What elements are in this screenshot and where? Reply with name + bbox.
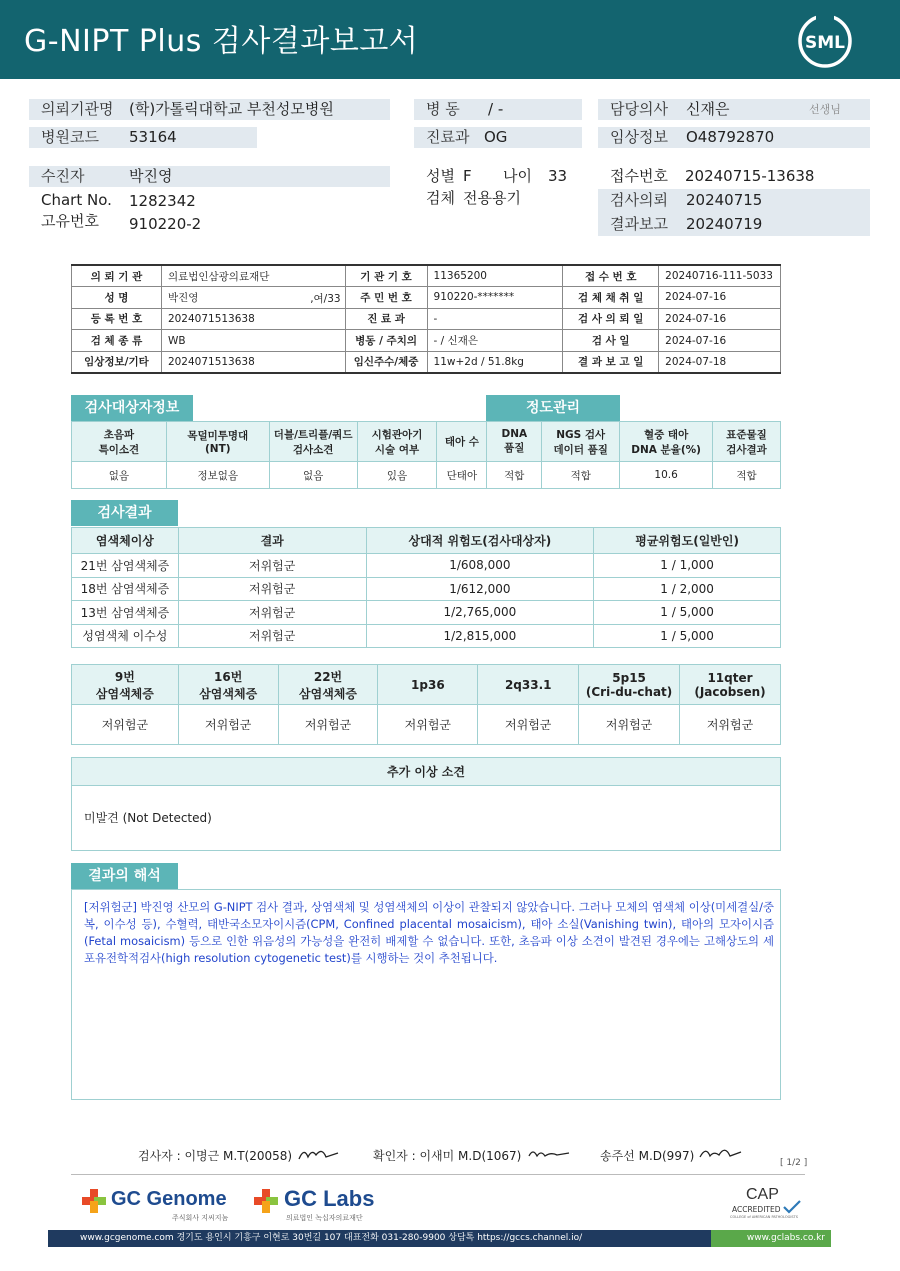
subject-value: 있음 <box>357 462 437 489</box>
info-key: 주 민 번 호 <box>345 287 427 309</box>
results-cell: 저위험군 <box>178 577 366 601</box>
info-value: 2024-07-18 <box>659 351 781 373</box>
gc-labs-cross-icon <box>252 1187 280 1215</box>
subject-value: 적합 <box>713 462 781 489</box>
subject-header: NGS 검사 데이터 품질 <box>542 422 620 462</box>
extra-header: 5p15 (Cri-du-chat) <box>579 665 680 705</box>
specimen-label: 검체 <box>426 189 455 207</box>
info-value: 910220-******* <box>427 287 563 309</box>
info-key: 기 관 기 호 <box>345 265 427 287</box>
quality-control-tab: 정도관리 <box>486 395 620 421</box>
info-key: 검 체 종 류 <box>72 330 162 352</box>
info-key: 의 뢰 기 관 <box>72 265 162 287</box>
doctor-signature: 송주선 M.D(997) <box>600 1149 695 1163</box>
results-cell: 저위험군 <box>178 601 366 625</box>
subject-value: 정보없음 <box>166 462 269 489</box>
subject-value: 단태아 <box>437 462 487 489</box>
results-cell: 21번 삼염색체증 <box>72 554 179 578</box>
checkmark-icon <box>782 1200 802 1214</box>
extra-value: 저위험군 <box>178 705 278 745</box>
subject-value: 적합 <box>487 462 542 489</box>
subject-value: 없음 <box>72 462 167 489</box>
footer-contact-text: www.gcgenome.com 경기도 용인시 기흥구 이현로 30번길 107 대표전화 031-280-9900 상담톡 https://gccs.channel.io/ <box>80 1233 583 1243</box>
info-value: 2024-07-16 <box>659 308 781 330</box>
table-row <box>72 601 781 625</box>
info-key: 임신주수/체중 <box>345 351 427 373</box>
receipt-label: 접수번호 <box>610 167 668 185</box>
info-sex-age: ,여/33 <box>310 293 341 306</box>
gc-genome-subtitle: 주식회사 지씨지놈 <box>172 1214 229 1222</box>
clinical-info-field: 임상정보 O48792870 <box>598 127 870 148</box>
confirmer-sign-mark <box>527 1146 571 1162</box>
subject-info-table <box>71 421 781 489</box>
info-value: 11365200 <box>427 265 563 287</box>
doctor-field: 담당의사 신재은 선생님 <box>598 99 870 120</box>
info-key: 결 과 보 고 일 <box>563 351 659 373</box>
page-number: [ 1/2 ] <box>780 1158 808 1168</box>
info-key: 접 수 번 호 <box>563 265 659 287</box>
results-table <box>71 527 781 648</box>
results-cell: 1 / 1,000 <box>594 554 781 578</box>
info-key: 검 사 의 뢰 일 <box>563 308 659 330</box>
dept-field: 진료과 OG <box>414 127 582 148</box>
info-key: 임상정보/기타 <box>72 351 162 373</box>
info-key: 검 사 일 <box>563 330 659 352</box>
subject-header: 목덜미투명대 (NT) <box>166 422 269 462</box>
info-value: 의료법인삼광의료재단 <box>161 265 345 287</box>
results-header: 결과 <box>178 528 366 554</box>
info-key: 진 료 과 <box>345 308 427 330</box>
uid-value: 910220-2 <box>129 215 202 233</box>
age-label: 나이 <box>503 167 532 185</box>
uid-label: 고유번호 <box>41 212 99 230</box>
extra-value: 저위험군 <box>378 705 478 745</box>
subject-header: 혈중 태아 DNA 분율(%) <box>620 422 713 462</box>
doctor-sign-mark <box>697 1143 743 1165</box>
table-row <box>72 554 781 578</box>
request-report-field: 검사의뢰 20240715 결과보고 20240719 <box>598 189 870 236</box>
footer-divider <box>71 1174 805 1175</box>
extra-header: 9번 삼염색체증 <box>72 665 179 705</box>
results-cell: 1 / 5,000 <box>594 601 781 625</box>
results-cell: 성염색체 이수성 <box>72 624 179 648</box>
results-header: 상대적 위험도(검사대상자) <box>366 528 594 554</box>
gc-genome-logo: GC Genome <box>111 1188 227 1210</box>
extra-value: 저위험군 <box>680 705 781 745</box>
extra-value: 저위험군 <box>579 705 680 745</box>
extra-header: 22번 삼염색체증 <box>278 665 378 705</box>
extra-results-table <box>71 664 781 745</box>
results-cell: 저위험군 <box>178 554 366 578</box>
results-tab: 검사결과 <box>71 500 178 526</box>
extra-header: 1p36 <box>378 665 478 705</box>
results-header: 평균위험도(일반인) <box>594 528 781 554</box>
results-cell: 저위험군 <box>178 624 366 648</box>
recipient-field: 수진자 박진영 <box>29 166 390 187</box>
results-header-row <box>72 528 781 554</box>
results-cell: 1/612,000 <box>366 577 594 601</box>
examiner-signature: 검사자 : 이명근 M.T(20058) <box>138 1149 293 1163</box>
receipt-value: 20240715-13638 <box>685 167 815 185</box>
subject-header: DNA 품질 <box>487 422 542 462</box>
results-cell: 1/2,815,000 <box>366 624 594 648</box>
sex-value: F <box>463 167 472 185</box>
chart-value: 1282342 <box>129 192 196 210</box>
subject-value: 10.6 <box>620 462 713 489</box>
extra-value: 저위험군 <box>278 705 378 745</box>
subject-header: 태아 수 <box>437 422 487 462</box>
extra-header: 11qter (Jacobsen) <box>680 665 781 705</box>
info-value: 박진영 ,여/33 <box>161 287 345 309</box>
sml-logo <box>796 12 854 70</box>
additional-findings-text: 미발견 (Not Detected) <box>84 811 212 825</box>
info-value: 2024071513638 <box>161 308 345 330</box>
info-value: 11w+2d / 51.8kg <box>427 351 563 373</box>
interpretation-text: [저위험군] 박진영 산모의 G-NIPT 검사 결과, 상염색체 및 성염색체의 이상이 관찰되지 않았습니다. 그러나 모체의 염색체 이상(미세결실/중복, 이수성 등), 수혈력, 태반국소모자이시즘(CPM, Confined placental mosaicism), 태아 소실(Vanishing twin), 태아의 모자이시즘(Fetal mosaicism) 등으로 인한 위음성의 가능성을 완전히 배제할 수 없습니다. 또한, 초음파 이상 소견이 발견된 경우에는 고해상도의 세포유전학적검사(high resolution cytogenetic test)를 시행하는 것이 추천됩니다. <box>84 900 774 965</box>
subject-info-tab: 검사대상자정보 <box>71 395 193 421</box>
additional-findings-box <box>71 757 781 851</box>
gc-genome-cross-icon <box>80 1187 108 1215</box>
footer-website[interactable]: www.gclabs.co.kr <box>711 1230 831 1247</box>
info-key: 병동 / 주치의 <box>345 330 427 352</box>
examiner-sign-mark <box>296 1143 342 1165</box>
info-value: 2024071513638 <box>161 351 345 373</box>
info-row <box>72 330 781 352</box>
info-row <box>72 287 781 309</box>
specimen-value: 전용용기 <box>463 189 521 207</box>
table-row <box>72 577 781 601</box>
info-value: - / 신재은 <box>427 330 563 352</box>
cap-accredited-logo: CAP ACCREDITED COLLEGE of AMERICAN PATHOLOGISTS <box>730 1186 806 1222</box>
chart-label: Chart No. <box>41 191 112 209</box>
svg-text:SML: SML <box>805 33 845 53</box>
subject-value: 없음 <box>269 462 357 489</box>
gc-labs-logo: GC Labs <box>284 1186 375 1211</box>
extra-value: 저위험군 <box>478 705 579 745</box>
ward-field: 병 동 / - <box>414 99 582 120</box>
extra-header: 16번 삼염색체증 <box>178 665 278 705</box>
subject-header: 표준물질 검사결과 <box>713 422 781 462</box>
info-key: 성 명 <box>72 287 162 309</box>
results-cell: 1 / 2,000 <box>594 577 781 601</box>
info-row <box>72 308 781 330</box>
info-value: 2024-07-16 <box>659 287 781 309</box>
info-value: WB <box>161 330 345 352</box>
sex-label: 성별 <box>426 167 455 185</box>
subject-value: 적합 <box>542 462 620 489</box>
subject-header: 초음파 특이소견 <box>72 422 167 462</box>
info-value: - <box>427 308 563 330</box>
results-cell: 1 / 5,000 <box>594 624 781 648</box>
info-value: 20240716-111-5033 <box>659 265 781 287</box>
gc-labs-subtitle: 의료법인 녹십자의료재단 <box>286 1214 363 1222</box>
footer-contact-bar <box>48 1230 831 1247</box>
hospital-code-field: 병원코드 53164 <box>29 127 257 148</box>
subject-header: 더블/트리플/쿼드 검사소견 <box>269 422 357 462</box>
table-row <box>72 624 781 648</box>
subject-header: 시험관아기 시술 여부 <box>357 422 437 462</box>
info-row <box>72 265 781 287</box>
age-value: 33 <box>548 167 568 185</box>
report-title: G-NIPT Plus 검사결과보고서 <box>24 24 419 59</box>
results-cell: 1/608,000 <box>366 554 594 578</box>
interpretation-tab: 결과의 해석 <box>71 863 178 889</box>
results-cell: 1/2,765,000 <box>366 601 594 625</box>
results-cell: 18번 삼염색체증 <box>72 577 179 601</box>
info-row <box>72 351 781 373</box>
info-value: 2024-07-16 <box>659 330 781 352</box>
extra-header: 2q33.1 <box>478 665 579 705</box>
info-key: 등 록 번 호 <box>72 308 162 330</box>
additional-findings-title: 추가 이상 소견 <box>72 758 780 786</box>
results-cell: 13번 삼염색체증 <box>72 601 179 625</box>
info-key: 검 체 채 취 일 <box>563 287 659 309</box>
specimen-info-table <box>71 264 781 374</box>
extra-value: 저위험군 <box>72 705 179 745</box>
results-header: 염색체이상 <box>72 528 179 554</box>
institution-field: 의뢰기관명 (학)가톨릭대학교 부천성모병원 <box>29 99 390 120</box>
confirmer-signature: 확인자 : 이새미 M.D(1067) <box>373 1149 522 1163</box>
